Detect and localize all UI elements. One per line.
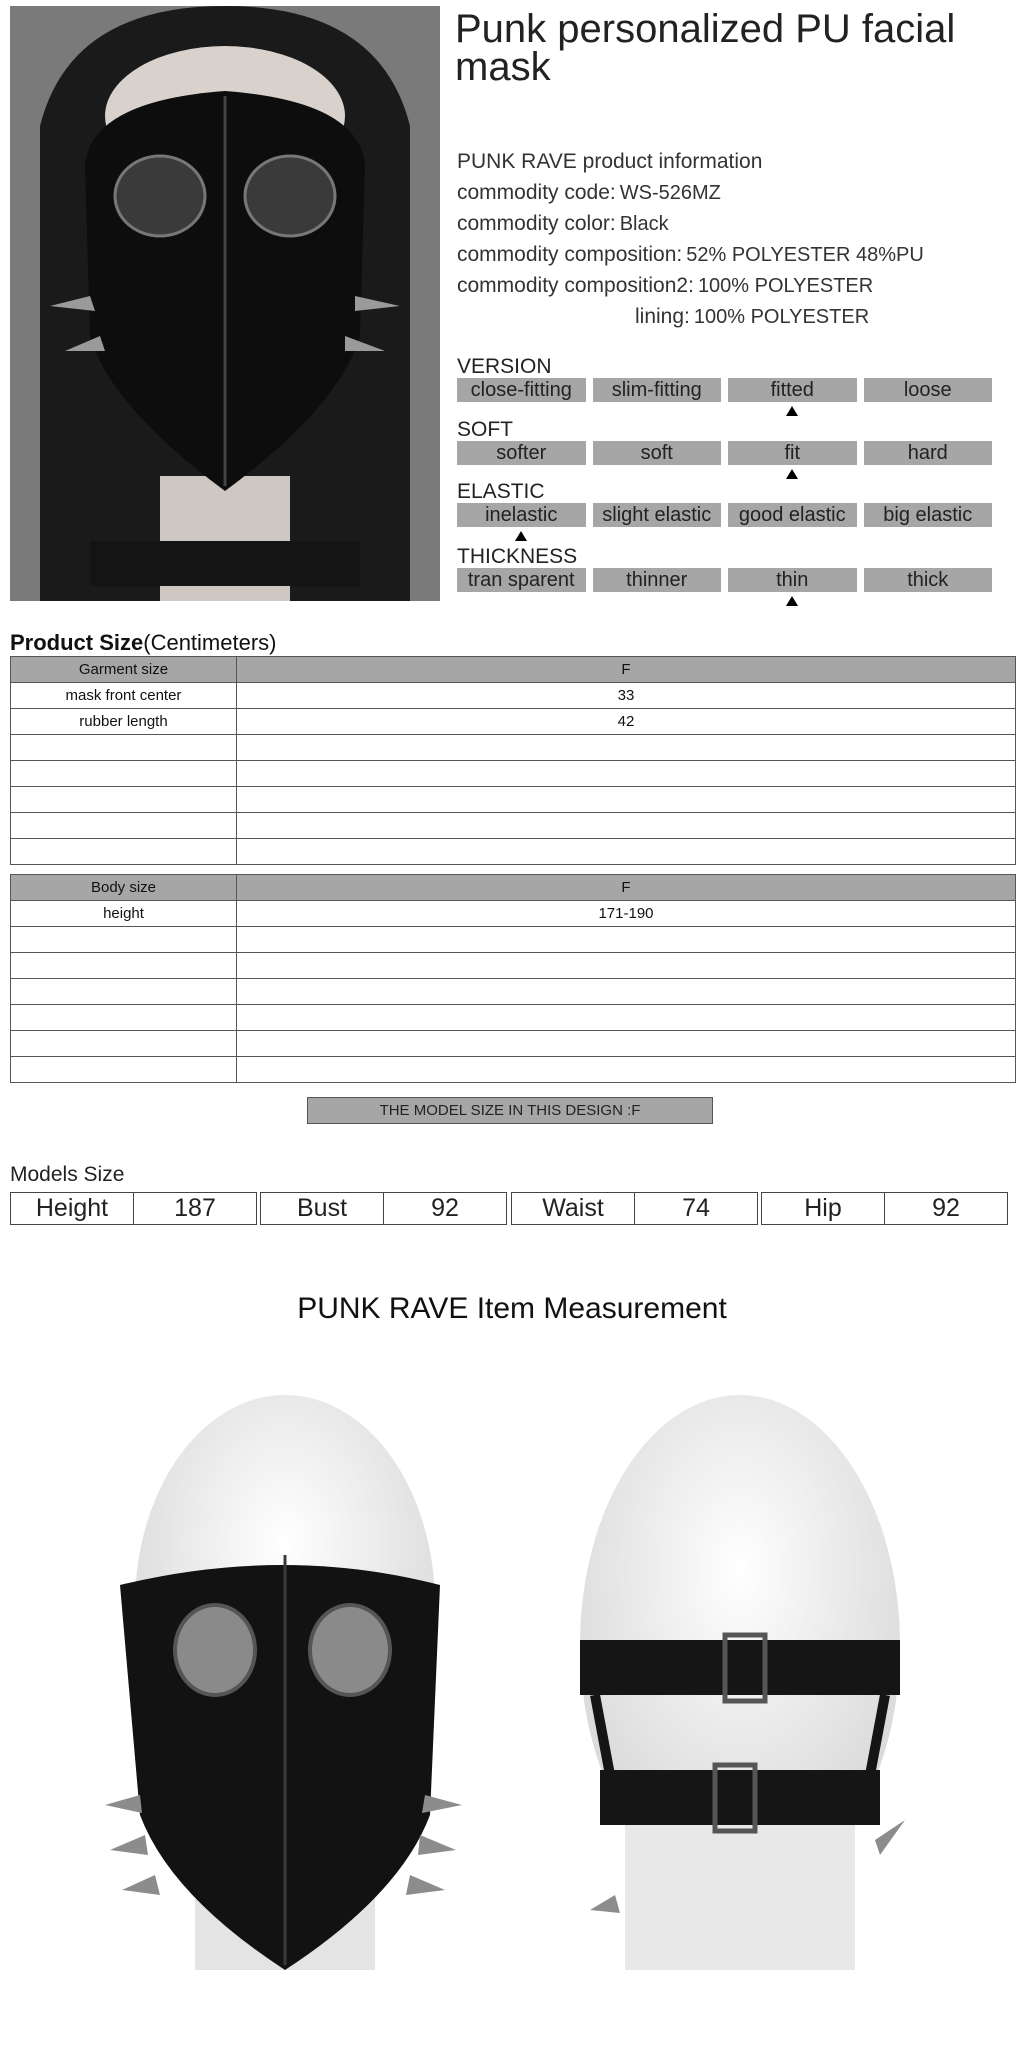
product-size-heading (10, 630, 277, 656)
rating-option (728, 378, 857, 402)
info-row-composition (457, 239, 1017, 270)
mask-front-view-image (100, 1395, 470, 1970)
rating-title: THICKNESS (457, 545, 578, 568)
product-photo (10, 6, 440, 601)
table-row (11, 735, 1016, 761)
table-row (11, 1005, 1016, 1031)
table-cell (237, 1057, 1016, 1083)
model-measure-label: Waist (512, 1193, 635, 1225)
table-cell: 42 (237, 709, 1016, 735)
selected-marker-icon (786, 469, 798, 479)
selected-marker-icon (786, 596, 798, 606)
rating-option-label: thinner (626, 569, 688, 591)
rating-option (457, 568, 586, 592)
info-value: 100% POLYESTER (693, 306, 870, 328)
info-label: commodity color: (457, 212, 616, 235)
rating-thickness (457, 546, 992, 592)
rating-option-label: big elastic (883, 504, 973, 526)
table-cell (237, 761, 1016, 787)
table-cell: 33 (237, 683, 1016, 709)
info-row-color (457, 208, 1017, 239)
table-cell (11, 813, 237, 839)
table-row (11, 839, 1016, 865)
product-info (457, 146, 1017, 332)
rating-option-label: soft (640, 442, 673, 464)
rating-option (457, 378, 586, 402)
selected-marker-icon (786, 406, 798, 416)
selected-marker-icon (515, 531, 527, 541)
table-cell (237, 735, 1016, 761)
info-value: Black (619, 213, 669, 235)
table-cell (11, 953, 237, 979)
table-header-cell: Body size (11, 875, 237, 901)
table-cell (237, 839, 1016, 865)
table-cell (11, 761, 237, 787)
rating-bar (457, 503, 992, 527)
table-row (11, 787, 1016, 813)
rating-option (728, 568, 857, 592)
rating-soft (457, 419, 992, 465)
model-measure-value: 92 (384, 1193, 507, 1225)
table-header-row (11, 657, 1016, 683)
model-measure-bust (260, 1192, 507, 1225)
body-size-table (10, 874, 1016, 1083)
model-measure-label: Height (11, 1193, 134, 1225)
models-size-heading: Models Size (10, 1163, 125, 1186)
info-value: 52% POLYESTER 48%PU (686, 244, 924, 266)
mask-back-view-image (530, 1395, 950, 1970)
table-cell (11, 1031, 237, 1057)
model-size-note: THE MODEL SIZE IN THIS DESIGN :F (307, 1097, 713, 1124)
rating-option (457, 441, 586, 465)
table-cell: 171-190 (237, 901, 1016, 927)
info-label: commodity composition2: (457, 274, 694, 297)
table-row (11, 1031, 1016, 1057)
info-row-lining (457, 301, 1017, 332)
info-row-code (457, 177, 1017, 208)
model-measure-label: Hip (762, 1193, 885, 1225)
info-value: 100% POLYESTER (697, 275, 874, 297)
model-measure-value: 187 (134, 1193, 257, 1225)
info-row-composition2 (457, 270, 1017, 301)
rating-option (864, 441, 993, 465)
table-cell (11, 787, 237, 813)
rating-option-label: inelastic (485, 504, 558, 526)
info-label: commodity code: (457, 181, 616, 204)
rating-option (457, 503, 586, 527)
table-row (11, 901, 1016, 927)
table-row (11, 953, 1016, 979)
rating-option-label: thin (776, 569, 809, 591)
table-cell (11, 1057, 237, 1083)
info-label: commodity composition: (457, 243, 683, 266)
rating-option-label: tran sparent (467, 569, 575, 591)
rating-version (457, 356, 992, 402)
garment-size-table (10, 656, 1016, 865)
rating-option (593, 503, 722, 527)
rating-option-label: fit (784, 442, 801, 464)
size-heading-unit: (Centimeters) (143, 630, 277, 655)
info-heading: PUNK RAVE product information (457, 150, 763, 173)
model-measure-value: 92 (885, 1193, 1008, 1225)
rating-option-label: hard (907, 442, 948, 464)
table-cell: mask front center (11, 683, 237, 709)
info-label: lining: (635, 305, 690, 328)
rating-option (728, 503, 857, 527)
rating-option-label: softer (496, 442, 547, 464)
table-cell (11, 839, 237, 865)
product-title: Punk personalized PU facial mask (455, 7, 956, 89)
table-row (11, 709, 1016, 735)
rating-bar (457, 378, 992, 402)
rating-bar (457, 441, 992, 465)
model-measure-height (10, 1192, 257, 1225)
model-measure-value: 74 (635, 1193, 758, 1225)
rating-title: SOFT (457, 418, 513, 441)
table-cell (237, 813, 1016, 839)
table-cell (11, 735, 237, 761)
rating-option (593, 378, 722, 402)
table-cell (237, 927, 1016, 953)
table-row (11, 683, 1016, 709)
rating-option-label: fitted (770, 379, 814, 401)
table-cell (237, 1031, 1016, 1057)
rating-option (864, 568, 993, 592)
model-measure-waist (511, 1192, 758, 1225)
table-cell (237, 953, 1016, 979)
rating-option-label: good elastic (738, 504, 846, 526)
rating-option (864, 378, 993, 402)
size-heading-title: Product Size (10, 630, 144, 655)
rating-option (728, 441, 857, 465)
model-measure-label: Bust (261, 1193, 384, 1225)
table-row (11, 813, 1016, 839)
table-header-cell: F (237, 657, 1016, 683)
model-measure-hip (761, 1192, 1008, 1225)
info-value: WS-526MZ (619, 182, 721, 204)
rating-bar (457, 568, 992, 592)
rating-option (593, 441, 722, 465)
table-cell (237, 787, 1016, 813)
rating-option (593, 568, 722, 592)
table-row (11, 761, 1016, 787)
table-header-row (11, 875, 1016, 901)
rating-title: VERSION (457, 355, 552, 378)
measurement-heading: PUNK RAVE Item Measurement (297, 1292, 727, 1325)
table-cell (11, 1005, 237, 1031)
rating-elastic (457, 481, 992, 527)
rating-option-label: thick (907, 569, 949, 591)
rating-option-label: close-fitting (470, 379, 572, 401)
rating-option (864, 503, 993, 527)
table-row (11, 927, 1016, 953)
table-cell: height (11, 901, 237, 927)
table-cell (11, 979, 237, 1005)
table-cell (11, 927, 237, 953)
rating-option-label: slight elastic (602, 504, 712, 526)
table-row (11, 979, 1016, 1005)
table-cell (237, 979, 1016, 1005)
rating-option-label: slim-fitting (611, 379, 702, 401)
rating-title: ELASTIC (457, 480, 545, 503)
table-cell: rubber length (11, 709, 237, 735)
table-row (11, 1057, 1016, 1083)
table-header-cell: F (237, 875, 1016, 901)
table-cell (237, 1005, 1016, 1031)
rating-option-label: loose (903, 379, 952, 401)
table-header-cell: Garment size (11, 657, 237, 683)
